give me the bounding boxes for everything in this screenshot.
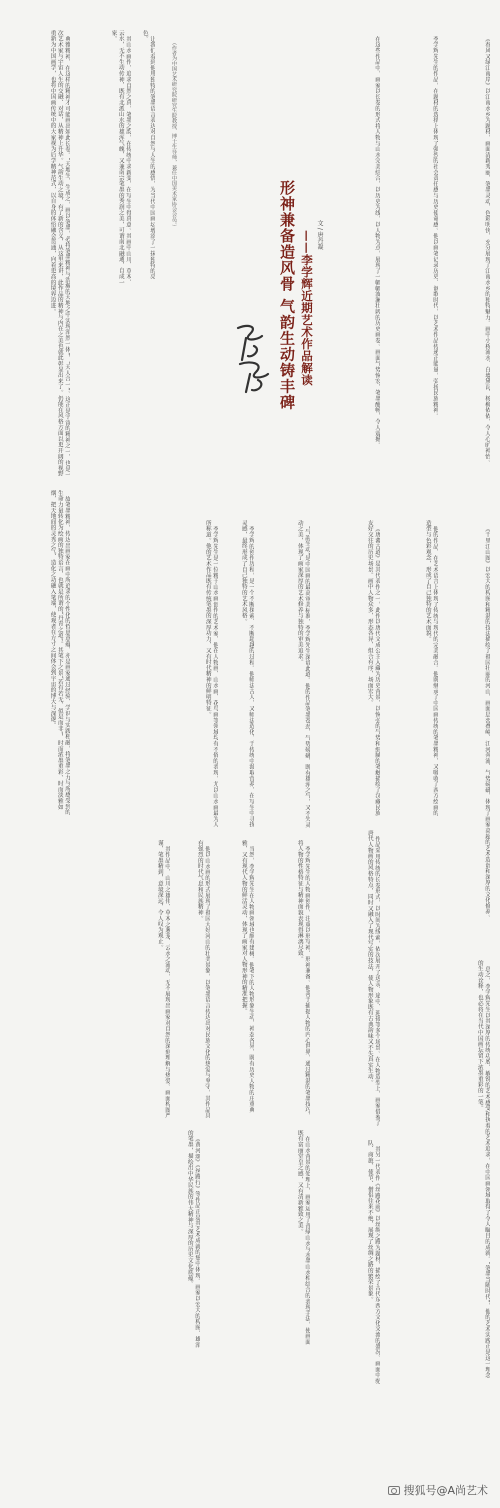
text-column-far3: 《千里江山图》以宏大的构图和精湛的技法描绘了祖国壮丽的河山，画面层峦叠嶂、江河奔流、气势磅礴，体现了画家高超的艺术造诣和深厚的文化修养。	[484, 525, 490, 920]
text-column-right1: 在这些作品中，画家以长卷的形式将人物与山水完美结合，以历史为线，以人物为点，展现了一幅幅波澜壮阔的历史画卷。画面气势恢宏，笔墨酣畅，令人震撼。	[374, 35, 380, 448]
text-column-mid3: 当然，李学辉先生在人物画领域也颇有建树。他笔下的人物形象生动，神态各异，既有历史人物的庄重典雅，又有现代人物的鲜活灵动，体现了画家对人物形神的精准把握。	[240, 840, 254, 1113]
text-column-block4: 让我们看到他用独特的笔墨语言表达对自然与人生的感悟，为当代中国画坛增添了一抹独特的亮色。	[141, 30, 155, 280]
text-column-mid2: 他以山水画的形式展现了祖国大好河山的壮美景象，以笔墨语言传达出对民族文化的热爱与坚守，其作品具有强烈的时代气息和民族精神。	[196, 840, 210, 1119]
text-column-right2: 《唐蕃古道》是其代表作之一，此作以唐代文成公主入藏为历史背景，以恢弘的气势和细腻的笔触描绘了汉藏民族友好交往的历史场景。画中人物众多，形态各异，组合有序，场面宏大。	[366, 520, 380, 816]
text-column-block3: 其山水画作，追求自然之真，笔墨之韵，在传统中求新变，在写生中得真意。其画中山川、草木、云水，无不生动传神，既有北派山水的雄浑气魄，又兼南宗笔墨的秀润之美，可谓南北融通，自成一家。	[110, 30, 131, 286]
text-column-far2: 《春风又绿江南岸》以江南水乡为题材，画面清新秀丽，笔墨灵动，色彩明快，充分展现了江南水乡的独特魅力。画中小桥流水、白墙黛瓦、杨柳依依，令人心旷神怡。	[484, 35, 490, 465]
text-column-mid1: 其作品中，山川之雄伟、草木之葱茏、云水之流动，无不展现出画家对自然的深刻理解与热爱。画面构图严谨，笔墨精到，意境深远，令人叹为观止。	[156, 840, 170, 1119]
source-watermark: 搜狐号@A尚艺术	[388, 1482, 488, 1498]
text-column-right5: 其另一代表作《丝路花雨》以丝绸之路为题材，描绘了古代东西方文化交流的盛况。画面中驼队、商旅、使节、僧侣往来不绝，展现了丝绸之路的繁荣景象。	[366, 1140, 380, 1384]
text-column-far4: 总之，李学辉先生以其深厚的传统功底、敏锐的艺术感受和执着的艺术追求，在中国画领域取得了令人瞩目的成就。“笔墨当随时代”，他的艺术实践正是这一理念的生动诠释，也必将在当代中国画坛留下浓墨重彩的一笔。	[476, 960, 490, 1378]
text-column-right3: 作品采用传统的长卷形式，以时间为线索，依次展开了送亲、途中、迎接等多个场景。在人物造型上，画家借鉴了唐代人物画的风格特点，同时又融入了现代写实的技法，使人物形象既有古典韵味又不失真实生动。	[366, 830, 380, 1126]
text-column-intro2: 李学辉的创作历程，是一个不断探索、不断超越的过程。他师法古人，又师法造化，于传统中汲取营养，在写生中寻找灵感，最终形成了自己独特的艺术风格。	[240, 520, 254, 828]
signature-image	[228, 320, 278, 398]
text-column-right6: 李学辉先生的作品，在题材的选择上体现了强烈的社会责任感与历史使命感。他以画笔记录历史、讴歌时代，以艺术作品传递正能量，弘扬民族精神。	[432, 35, 438, 419]
article-author: 文 / 唐丹凝	[316, 220, 323, 250]
text-column-block2: 故笔墨精神，传达出画家在画中所追求的个性化的哲思意蕴，亦是画家通过经验、学识与实践相融，将笔墨之力与所感受到的生命力量转化为绘画的独特语言，也就是所谓的“丹青之道”。其笔下之景“若有若无、似是而非”，时而浓墨重彩、时而淡雅如烟，把天地间的灵秀之气、造化之功融入笔端，使观者在方寸之间体会到宇宙的博大与深邃。	[49, 490, 70, 815]
text-column-intro3: “气韵生动”是中国画的最高审美标准，李学辉先生深谙此道。他的作品笔墨苍劲，气势磅礴，既有雄浑之气，又不失灵动之美，体现了画家深厚的艺术修养与独特的审美追求。	[296, 520, 310, 828]
article-title: 形神兼备造风骨 气韵生动铸丰碑	[278, 180, 296, 411]
text-column-intro1: 李学辉先生是一位精于山水画创作的艺术家，他在人物画、山水画、花鸟画等领域均有不俗的表现，尤以山水画最为人所称道。他的艺术作品既有传统笔墨的深厚功力，又有时代精神的鲜明特征。	[204, 520, 218, 828]
text-column-mid4: 李学辉先生的人物画创作，注重以形写神、形神兼备。他善于捕捉人物的内心世界，通过精湛的笔墨技巧，将人物的性格特征与精神面貌表现得淋漓尽致。	[296, 840, 310, 1119]
article-subtitle: ——李学辉近期艺术作品解读	[300, 230, 314, 386]
text-column-mid5: 《黄河颂》《丝路行》等作品正是其艺术成就的集中体现。画家以宏大的构图、雄浑的笔墨，描绘出中华民族的伟大精神与深厚的历史文化底蕴。	[186, 1130, 200, 1348]
camera-icon	[388, 1486, 400, 1495]
text-column-block1: 典雅精神，在这样的精神才可能画出如此长卷。“天地生，生成之，画以笔墨，必将笔墨精神与浩瀚的天地之中实现浑然一体”，“天人合一”。这正是宇宙的精神之一，也是一次艺术家与宇宙人生的交融、对话，从精神上升华。气韵生动之境，有了新的含义，从这里来讲，此作品的精神与内在之美也就此彰显出来了。仍能在风格方面以更开阔的视野重新为中国画学，也将中国画传统中的大家视为后学精神范式，以自身的体悟融会贯通，向着更高的境界迈进。	[49, 30, 70, 478]
text-column-right4: 在山水背景的处理上，画家运用了青绿山水与水墨山水相结合的表现手法，使画面既有富丽堂皇之感，又有清新雅致之美。	[296, 1130, 310, 1345]
author-note: （作者为中国艺术研究院研究生院教授、博士生导师，兼任中国美术家协会会员。）	[171, 40, 177, 230]
text-column-far1: 他的作品，在艺术语言上体现了传统与现代的完美融合。他既继承了中国画传统的笔墨精神，又吸收了西方绘画的造型与色彩观念，形成了自己独特的艺术面貌。	[424, 520, 438, 816]
